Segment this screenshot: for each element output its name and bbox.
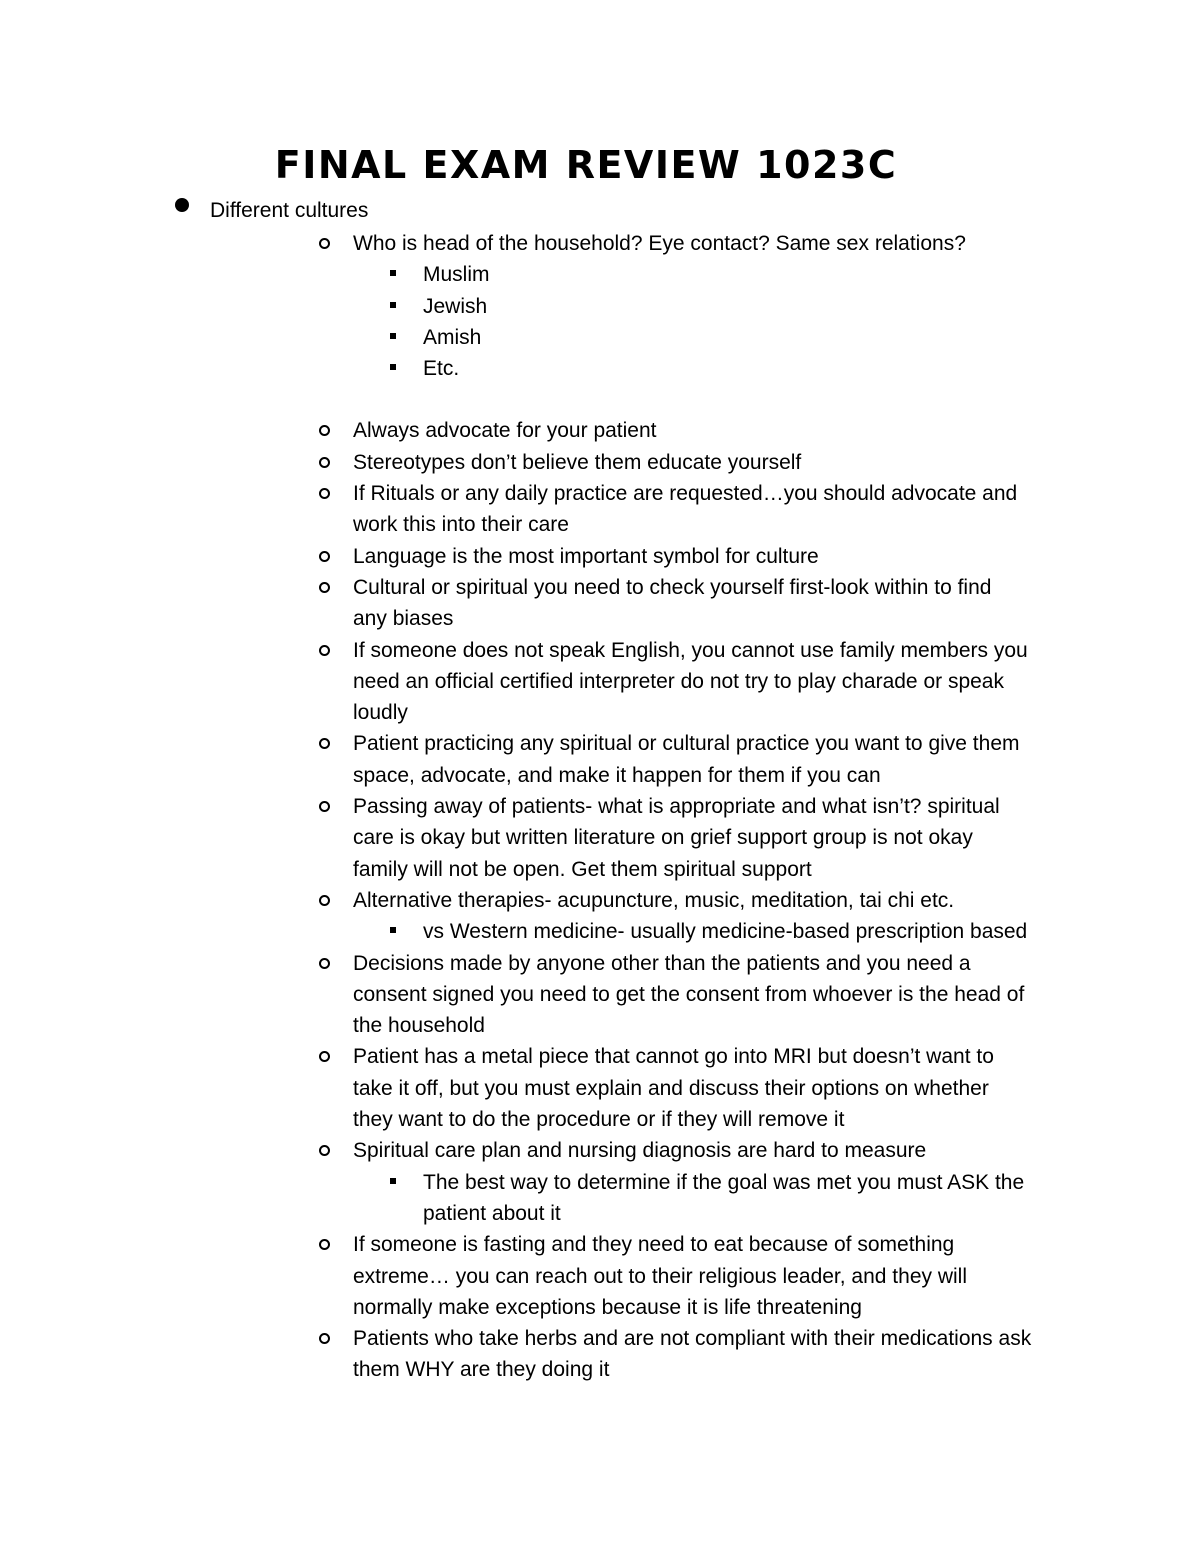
circle-bullet-icon xyxy=(319,1051,330,1062)
list-item xyxy=(353,948,1073,1042)
list-item xyxy=(353,572,1073,635)
circle-bullet-icon xyxy=(319,425,330,436)
list-item-text: Patient practicing any spiritual or cultural practice you want to give them space, advocate, and make it happen for them if you can xyxy=(353,732,1020,787)
list-item xyxy=(353,791,1073,885)
list-item-text: Patients who take herbs and are not compliant with their medications ask them WHY are they doing it xyxy=(353,1327,1032,1382)
circle-bullet-icon xyxy=(319,801,330,812)
circle-bullet-icon xyxy=(319,457,330,468)
square-bullet-icon xyxy=(390,333,396,339)
circle-bullet-icon xyxy=(319,488,330,499)
filled-bullet-icon xyxy=(175,198,189,212)
list-item-text: Alternative therapies- acupuncture, music, meditation, tai chi etc. xyxy=(353,888,955,912)
sub-list-item xyxy=(423,322,1073,353)
sub-list-item xyxy=(423,1167,1073,1230)
list-item xyxy=(353,447,1073,478)
list-item-text: If someone does not speak English, you cannot use family members you need an official certified interpreter do not try to play charade or speak loudly xyxy=(353,638,1028,725)
circle-bullet-icon xyxy=(319,1333,330,1344)
sub-list-item xyxy=(423,259,1073,290)
list-item-text: Passing away of patients- what is appropriate and what isn’t? spiritual care is okay but written literature on grief support group is not okay family will not be open. Get them spiritual support xyxy=(353,795,1000,881)
page-title: FINAL EXAM REVIEW 1023C xyxy=(274,143,898,187)
list-item-text: Cultural or spiritual you need to check yourself first-look within to find any biases xyxy=(353,575,992,631)
circle-bullet-icon xyxy=(319,238,330,249)
list-item xyxy=(353,541,1073,572)
square-bullet-icon xyxy=(390,364,396,370)
list-item xyxy=(353,1041,1073,1135)
section-heading: Different cultures xyxy=(210,199,369,222)
list-item-text: If someone is fasting and they need to eat because of something extreme… you can reach out to their religious leader, and they will normally make exceptions because it is life threatening xyxy=(353,1233,967,1319)
list-item-text: The best way to determine if the goal was met you must ASK the patient about it xyxy=(423,1170,1025,1225)
list-item-text: Who is head of the household? Eye contact? Same sex relations? xyxy=(353,232,966,255)
circle-bullet-icon xyxy=(319,1145,330,1156)
circle-bullet-icon xyxy=(319,738,330,749)
list-item xyxy=(353,478,1073,541)
square-bullet-icon xyxy=(390,302,396,308)
list-item-text: Patient has a metal piece that cannot go into MRI but doesn’t want to take it off, but you must explain and discuss their options on whether they want to do the procedure or if they will remove it xyxy=(353,1045,994,1132)
list-item xyxy=(353,415,1073,446)
list-item xyxy=(353,635,1073,729)
list-item-text: Jewish xyxy=(423,294,488,318)
circle-bullet-icon xyxy=(319,895,330,906)
circle-bullet-icon xyxy=(319,645,330,656)
circle-bullet-icon xyxy=(319,551,330,562)
list-item-text: Always advocate for your patient xyxy=(353,419,657,443)
list-item-text: Decisions made by anyone other than the patients and you need a consent signed you need to get the consent from whoever is the head of the household xyxy=(353,951,1025,1038)
list-item xyxy=(353,728,1073,791)
list-item xyxy=(353,1323,1073,1386)
sub-list-item xyxy=(423,353,1073,384)
list-item-text: Etc. xyxy=(423,357,460,381)
list-item xyxy=(353,885,1073,916)
list-item xyxy=(353,1229,1073,1323)
list-item xyxy=(353,228,1073,259)
square-bullet-icon xyxy=(390,1178,396,1184)
outline-list xyxy=(353,228,1073,1386)
blank-line xyxy=(353,384,1073,415)
sub-list-item xyxy=(423,291,1073,322)
list-item-text: If Rituals or any daily practice are requested…you should advocate and work this into their care xyxy=(353,482,1018,537)
list-item-text: Spiritual care plan and nursing diagnosis are hard to measure xyxy=(353,1139,927,1163)
list-item-text: Muslim xyxy=(423,263,490,287)
circle-bullet-icon xyxy=(319,1239,330,1250)
list-item-text: Language is the most important symbol for culture xyxy=(353,544,819,568)
circle-bullet-icon xyxy=(319,958,330,969)
circle-bullet-icon xyxy=(319,582,330,593)
square-bullet-icon xyxy=(390,270,396,276)
square-bullet-icon xyxy=(390,927,396,933)
list-item xyxy=(353,1135,1073,1166)
list-item-text: Stereotypes don’t believe them educate yourself xyxy=(353,450,802,474)
sub-list-item xyxy=(423,916,1073,947)
list-item-text: Amish xyxy=(423,325,482,349)
list-item-text: vs Western medicine- usually medicine-based prescription based xyxy=(423,920,1028,944)
